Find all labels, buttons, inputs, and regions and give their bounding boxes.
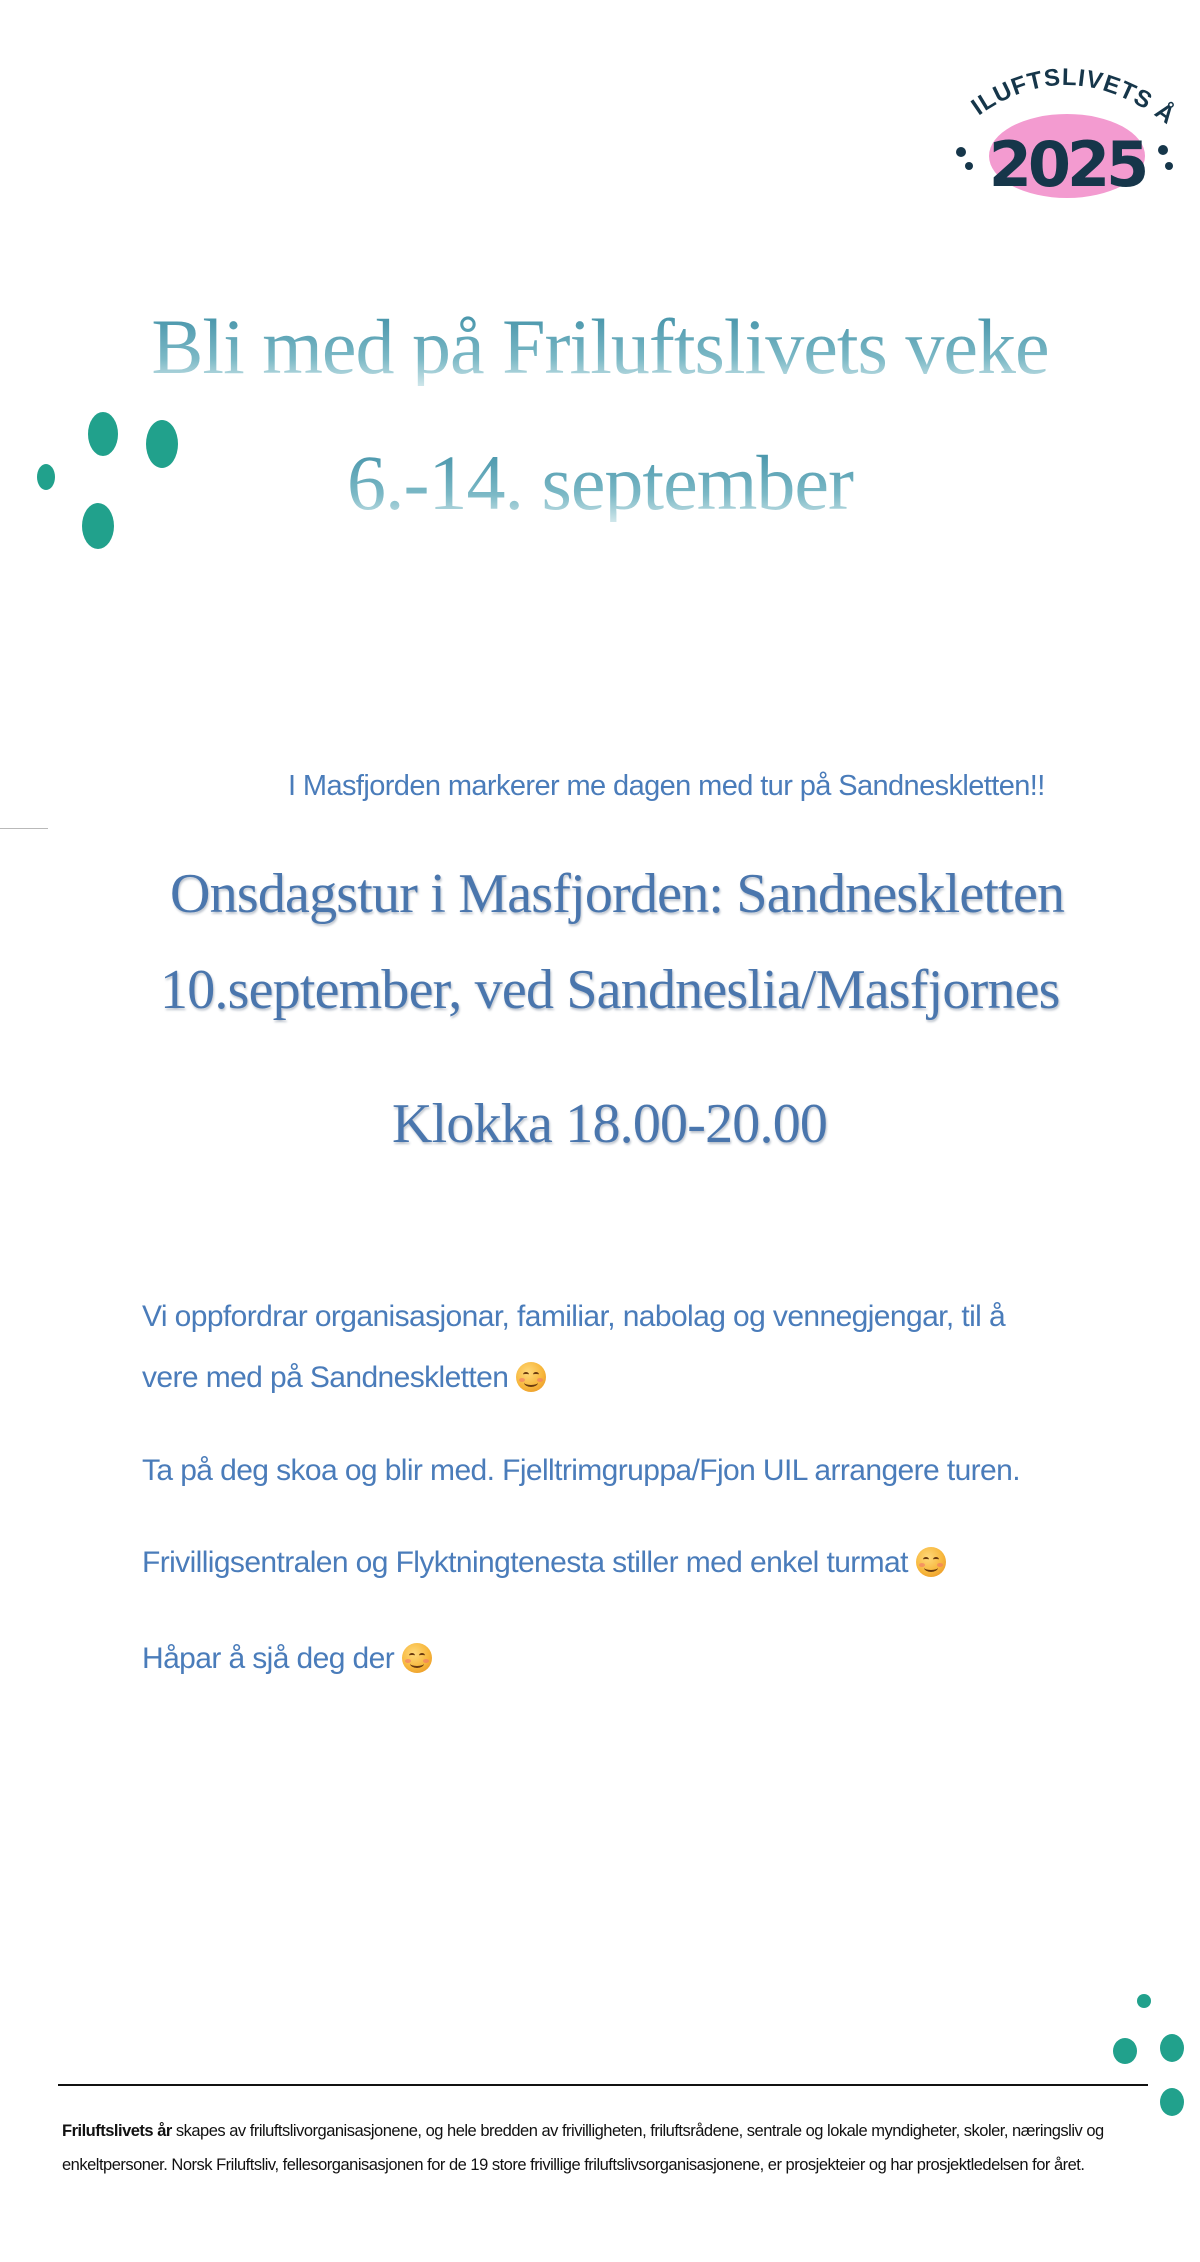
smiling-face-icon: [516, 1362, 546, 1392]
decorative-dot: [1160, 2034, 1184, 2062]
food-text: Frivilligsentralen og Flyktningtenesta stiller med enkel turmat: [142, 1546, 908, 1579]
invitation-paragraph: [142, 1286, 1062, 1408]
decorative-dot: [82, 503, 114, 549]
footer-text: [62, 2114, 1152, 2182]
friluftslivets-ar-logo: [955, 58, 1175, 208]
decorative-dot: [1137, 1994, 1151, 2008]
page-title-line-1: Bli med på Friluftslivets veke: [0, 308, 1200, 386]
event-heading-time: Klokka 18.00-20.00: [392, 1093, 828, 1155]
smiling-face-icon: [916, 1547, 946, 1577]
footer-divider: [58, 2084, 1148, 2086]
closing-text: Håpar å sjå deg der: [142, 1642, 395, 1675]
invitation-text: Vi oppfordrar organisasjonar, familiar, nabolag og vennegjengar, til å vere med på Sandneskletten: [142, 1300, 1006, 1394]
logo-graphic: [955, 58, 1175, 208]
decorative-dot: [37, 464, 55, 490]
organizer-paragraph: Ta på deg skoa og blir med. Fjelltrimgruppa/Fjon UIL arrangere turen.: [142, 1454, 1020, 1487]
food-paragraph: [142, 1532, 1062, 1593]
margin-rule: [0, 828, 48, 829]
logo-arc-text: ILUFTSLIVETS: [966, 63, 1158, 121]
smiling-face-icon: [402, 1643, 432, 1673]
decorative-dot: [88, 412, 118, 456]
event-heading-location: Onsdagstur i Masfjorden: Sandneskletten: [170, 863, 1065, 925]
footer-bold-name: Friluftslivets år: [62, 2122, 172, 2140]
event-heading-date: 10.september, ved Sandneslia/Masfjornes: [160, 959, 1060, 1021]
intro-text: I Masfjorden markerer me dagen med tur på Sandneskletten!!: [288, 770, 1045, 802]
closing-paragraph: [142, 1628, 1062, 1689]
decorative-dot: [1113, 2038, 1137, 2064]
logo-year: 2025: [988, 128, 1146, 201]
decorative-dot: [146, 420, 178, 468]
decorative-dot: [1160, 2088, 1184, 2116]
footer-description: skapes av friluftslivorganisasjonene, og hele bredden av frivilligheten, friluftsrådene, sentrale og lokale myndigheter, skoler, næringsliv og enkeltpersoner. Norsk Friluftsliv, fellesorganisasjonen for de 19 store frivillige friluftslivsorganisasjonene, er prosjekteier og har prosjektledelsen for året.: [62, 2122, 1104, 2174]
page-title-line-2: 6.-14. september: [0, 444, 1200, 522]
